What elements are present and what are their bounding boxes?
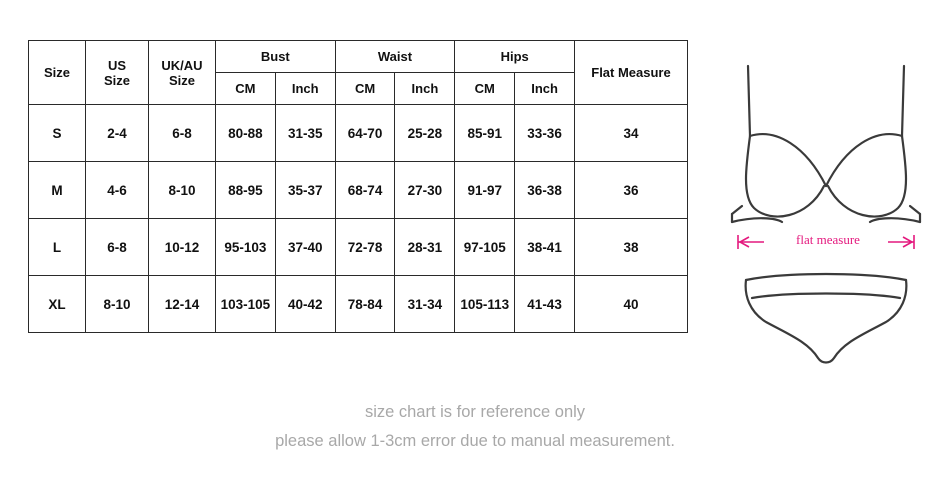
- cell-bust-cm: 88-95: [216, 162, 276, 219]
- cell-size: S: [29, 105, 86, 162]
- cell-bust-cm: 80-88: [216, 105, 276, 162]
- header-bust: Bust: [216, 41, 336, 73]
- cell-hips-inch: 36-38: [515, 162, 575, 219]
- cell-hips-inch: 41-43: [515, 276, 575, 333]
- cell-us-size: 6-8: [86, 219, 149, 276]
- cell-waist-inch: 27-30: [395, 162, 455, 219]
- header-waist-inch: Inch: [395, 73, 455, 105]
- cell-us-size: 8-10: [86, 276, 149, 333]
- size-chart-table: [28, 40, 688, 333]
- cell-waist-cm: 78-84: [335, 276, 395, 333]
- cell-us-size: 2-4: [86, 105, 149, 162]
- flat-measure-label: flat measure: [796, 232, 860, 247]
- cell-size: L: [29, 219, 86, 276]
- note-line-1: size chart is for reference only: [364, 403, 586, 421]
- cell-uk-au-size: 8-10: [149, 162, 216, 219]
- header-flat-measure: Flat Measure: [575, 41, 688, 105]
- cell-us-size: 4-6: [86, 162, 149, 219]
- cell-bust-inch: 37-40: [275, 219, 335, 276]
- header-us-size-line2: Size: [103, 72, 130, 88]
- cell-bust-inch: 35-37: [275, 162, 335, 219]
- cell-uk-au-size: 6-8: [149, 105, 216, 162]
- size-chart-table-container: [28, 40, 688, 333]
- cell-waist-cm: 68-74: [335, 162, 395, 219]
- header-waist: Waist: [335, 41, 455, 73]
- panty-outline-icon: [746, 274, 907, 363]
- cell-hips-cm: 105-113: [455, 276, 515, 333]
- header-us-size: [86, 41, 149, 105]
- header-bust-cm: CM: [216, 73, 276, 105]
- cell-flat-cm: 38: [575, 219, 688, 276]
- cell-size: XL: [29, 276, 86, 333]
- header-uk-au-size-line1: UK/AU: [161, 57, 203, 73]
- header-us-size-line1: US: [107, 57, 127, 73]
- cell-hips-cm: 91-97: [455, 162, 515, 219]
- header-hips-inch: Inch: [515, 73, 575, 105]
- cell-hips-inch: 38-41: [515, 219, 575, 276]
- garment-illustration: [716, 36, 936, 366]
- header-hips-cm: CM: [455, 73, 515, 105]
- cell-flat-cm: 40: [575, 276, 688, 333]
- table-row: [29, 105, 688, 162]
- cell-waist-inch: 25-28: [395, 105, 455, 162]
- header-waist-cm: CM: [335, 73, 395, 105]
- footer-notes: [0, 398, 950, 456]
- cell-uk-au-size: 12-14: [149, 276, 216, 333]
- cell-waist-cm: 64-70: [335, 105, 395, 162]
- cell-waist-inch: 28-31: [395, 219, 455, 276]
- table-row: [29, 162, 688, 219]
- table-row: [29, 219, 688, 276]
- header-bust-inch: Inch: [275, 73, 335, 105]
- cell-size: M: [29, 162, 86, 219]
- cell-bust-cm: 103-105: [216, 276, 276, 333]
- cell-bust-cm: 95-103: [216, 219, 276, 276]
- cell-hips-cm: 85-91: [455, 105, 515, 162]
- cell-hips-cm: 97-105: [455, 219, 515, 276]
- header-size: Size: [29, 41, 86, 105]
- cell-bust-inch: 31-35: [275, 105, 335, 162]
- table-row: [29, 276, 688, 333]
- cell-uk-au-size: 10-12: [149, 219, 216, 276]
- cell-bust-inch: 40-42: [275, 276, 335, 333]
- table-body: [29, 105, 688, 333]
- header-uk-au-size-line2: Size: [168, 72, 195, 88]
- cell-hips-inch: 33-36: [515, 105, 575, 162]
- table-header: [29, 41, 688, 105]
- note-line-2: please allow 1-3cm error due to manual measurement.: [275, 432, 675, 450]
- cell-flat-cm: 34: [575, 105, 688, 162]
- table-header-row-groups: [29, 41, 688, 73]
- header-uk-au-size: [149, 41, 216, 105]
- cell-waist-cm: 72-78: [335, 219, 395, 276]
- cell-waist-inch: 31-34: [395, 276, 455, 333]
- cell-flat-cm: 36: [575, 162, 688, 219]
- header-hips: Hips: [455, 41, 575, 73]
- bra-outline-icon: [732, 66, 920, 222]
